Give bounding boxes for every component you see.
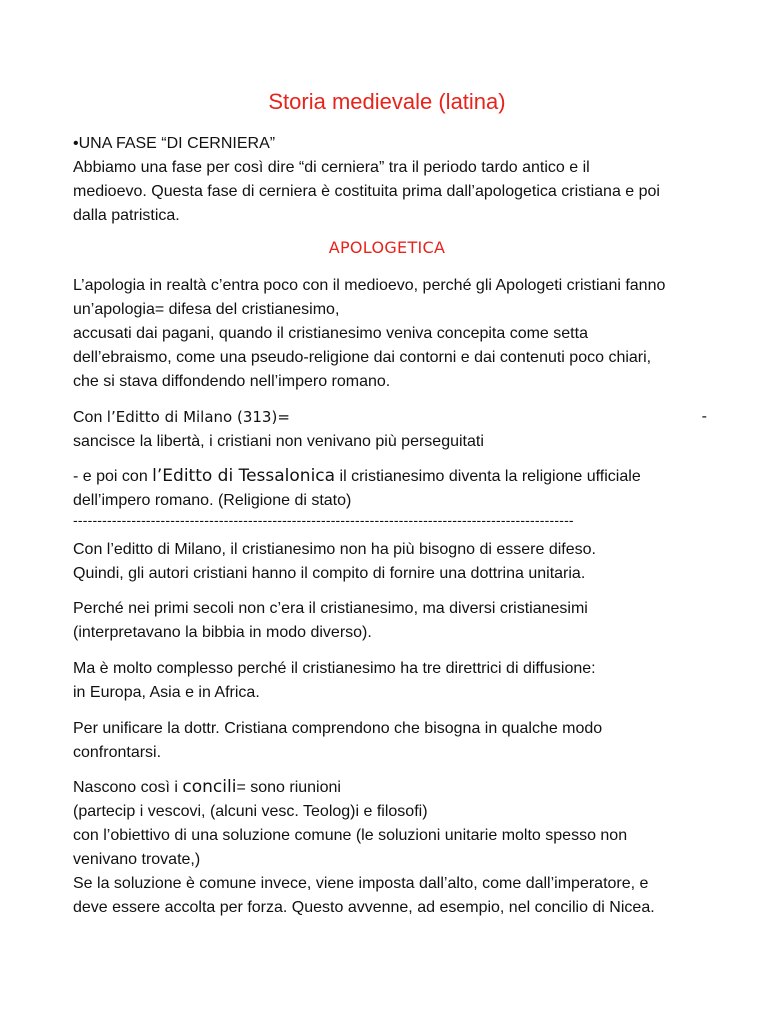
text-line: medioevo. Questa fase di cerniera è costituita prima dall’apologetica cristiana e poi xyxy=(73,183,660,200)
dashed-divider: ------------------------------------------------------------------------------------------------------- xyxy=(73,512,574,528)
text-line: Quindi, gli autori cristiani hanno il compito di fornire una dottrina unitaria. xyxy=(73,565,586,582)
diffusione-paragraph xyxy=(73,657,701,705)
concili-paragraph xyxy=(73,775,701,920)
editto-suffix: il cristianesimo diventa la religione ufficiale xyxy=(335,468,641,485)
editto-tessalonica-paragraph xyxy=(73,464,701,513)
text-line: sancisce la libertà, i cristiani non venivano più perseguitati xyxy=(73,433,484,450)
concili-term: concili xyxy=(182,777,237,797)
text-line: deve essere accolta per forza. Questo avvenne, ad esempio, nel concilio di Nicea. xyxy=(73,899,655,916)
section-heading-apologetica: APOLOGETICA xyxy=(328,238,446,257)
text-line: L’apologia in realtà c’entra poco con il medioevo, perché gli Apologeti cristiani fanno xyxy=(73,277,666,294)
text-line: con l’obiettivo di una soluzione comune (le soluzioni unitarie molto spesso non xyxy=(73,827,628,844)
text-line: Per unificare la dottr. Cristiana comprendono che bisogna in qualche modo xyxy=(73,720,603,737)
text-line: in Europa, Asia e in Africa. xyxy=(73,684,260,701)
text-line: confrontarsi. xyxy=(73,744,162,761)
editto-milano-line xyxy=(73,405,707,430)
text-line: dell’impero romano. (Religione di stato) xyxy=(73,492,352,509)
editto-prefix: Con xyxy=(73,409,107,426)
editto-tessalonica-line xyxy=(73,464,701,489)
intro-paragraph xyxy=(73,132,701,228)
text-line: Abbiamo una fase per così dire “di cerniera” tra il periodo tardo antico e il xyxy=(73,159,590,176)
bullet-heading: •UNA FASE “DI CERNIERA” xyxy=(73,135,276,152)
editto-milano-paragraph xyxy=(73,405,707,454)
text-line: un’apologia= difesa del cristianesimo, xyxy=(73,301,340,318)
apologia-paragraph xyxy=(73,274,701,394)
unificare-paragraph xyxy=(73,717,701,765)
text-line: dalla patristica. xyxy=(73,207,180,224)
editto-tessalonica-name: l’Editto di Tessalonica xyxy=(152,466,336,486)
document-title: Storia medievale (latina) xyxy=(268,89,506,114)
cristianesimi-paragraph xyxy=(73,597,701,645)
editto-prefix: - e poi con xyxy=(73,468,153,485)
concili-suffix: = sono riunioni xyxy=(236,779,341,796)
concili-prefix: Nascono così i xyxy=(73,779,183,796)
trailing-dash: - xyxy=(701,408,707,425)
editto-milano-name: l’Editto di Milano (313)= xyxy=(106,408,290,426)
text-line: (partecip i vescovi, (alcuni vesc. Teolog)i e filosofi) xyxy=(73,803,428,820)
milano-paragraph xyxy=(73,538,701,586)
text-line: Se la soluzione è comune invece, viene imposta dall’alto, come dall’imperatore, e xyxy=(73,875,649,892)
text-line: venivano trovate,) xyxy=(73,851,201,868)
text-line: che si stava diffondendo nell’impero romano. xyxy=(73,373,391,390)
text-line: Ma è molto complesso perché il cristianesimo ha tre direttrici di diffusione: xyxy=(73,660,596,677)
text-line: Perché nei primi secoli non c’era il cristianesimo, ma diversi cristianesimi xyxy=(73,600,588,617)
concili-line xyxy=(73,775,701,800)
text-line: (interpretavano la bibbia in modo diverso). xyxy=(73,624,372,641)
text-line: accusati dai pagani, quando il cristianesimo veniva concepita come setta xyxy=(73,325,588,342)
text-line: Con l’editto di Milano, il cristianesimo non ha più bisogno di essere difeso. xyxy=(73,541,596,558)
text-line: dell’ebraismo, come una pseudo-religione dai contorni e dai contenuti poco chiari, xyxy=(73,349,652,366)
